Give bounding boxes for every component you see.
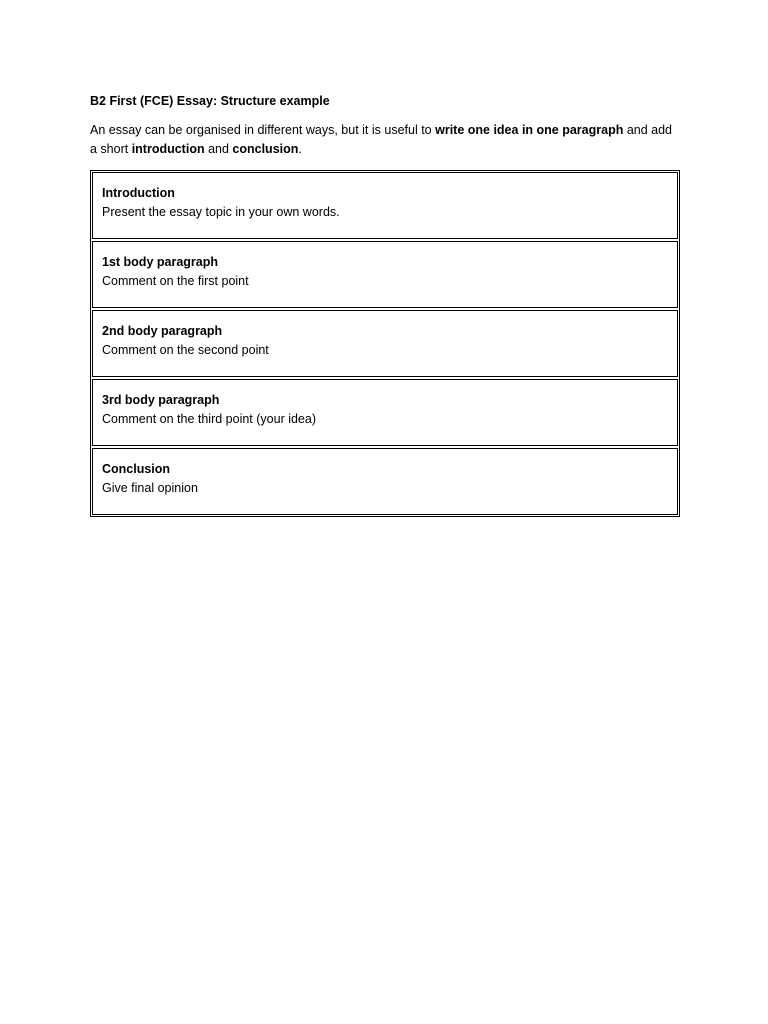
- document-page: [90, 92, 682, 495]
- section-introduction: [92, 172, 678, 239]
- section-heading: 3rd body paragraph: [102, 393, 220, 407]
- section-description: Comment on the third point (your idea): [102, 412, 316, 426]
- intro-bold-3: conclusion: [232, 142, 299, 156]
- section-description: Comment on the first point: [102, 274, 249, 288]
- intro-paragraph: [90, 121, 682, 159]
- intro-bold-1: write one idea in one paragraph: [435, 123, 624, 137]
- section-heading: 2nd body paragraph: [102, 324, 223, 338]
- section-heading: 1st body paragraph: [102, 255, 218, 269]
- section-description: Give final opinion: [102, 481, 198, 495]
- section-heading: Conclusion: [102, 462, 171, 476]
- section-body-2: [92, 310, 678, 377]
- essay-structure-table: [90, 170, 680, 517]
- section-body-1: [92, 241, 678, 308]
- intro-bold-2: introduction: [131, 142, 205, 156]
- intro-text-4: .: [298, 142, 302, 156]
- section-heading: Introduction: [102, 186, 175, 200]
- intro-text-1: An essay can be organised in different ways, but it is useful to: [90, 123, 436, 137]
- section-description: Comment on the second point: [102, 343, 269, 357]
- section-description: Present the essay topic in your own words.: [102, 205, 340, 219]
- section-conclusion: [92, 448, 678, 515]
- section-body-3: [92, 379, 678, 446]
- document-title: B2 First (FCE) Essay: Structure example: [90, 94, 330, 108]
- intro-text-2: and add a short: [90, 123, 673, 156]
- intro-text-3: and: [204, 142, 233, 156]
